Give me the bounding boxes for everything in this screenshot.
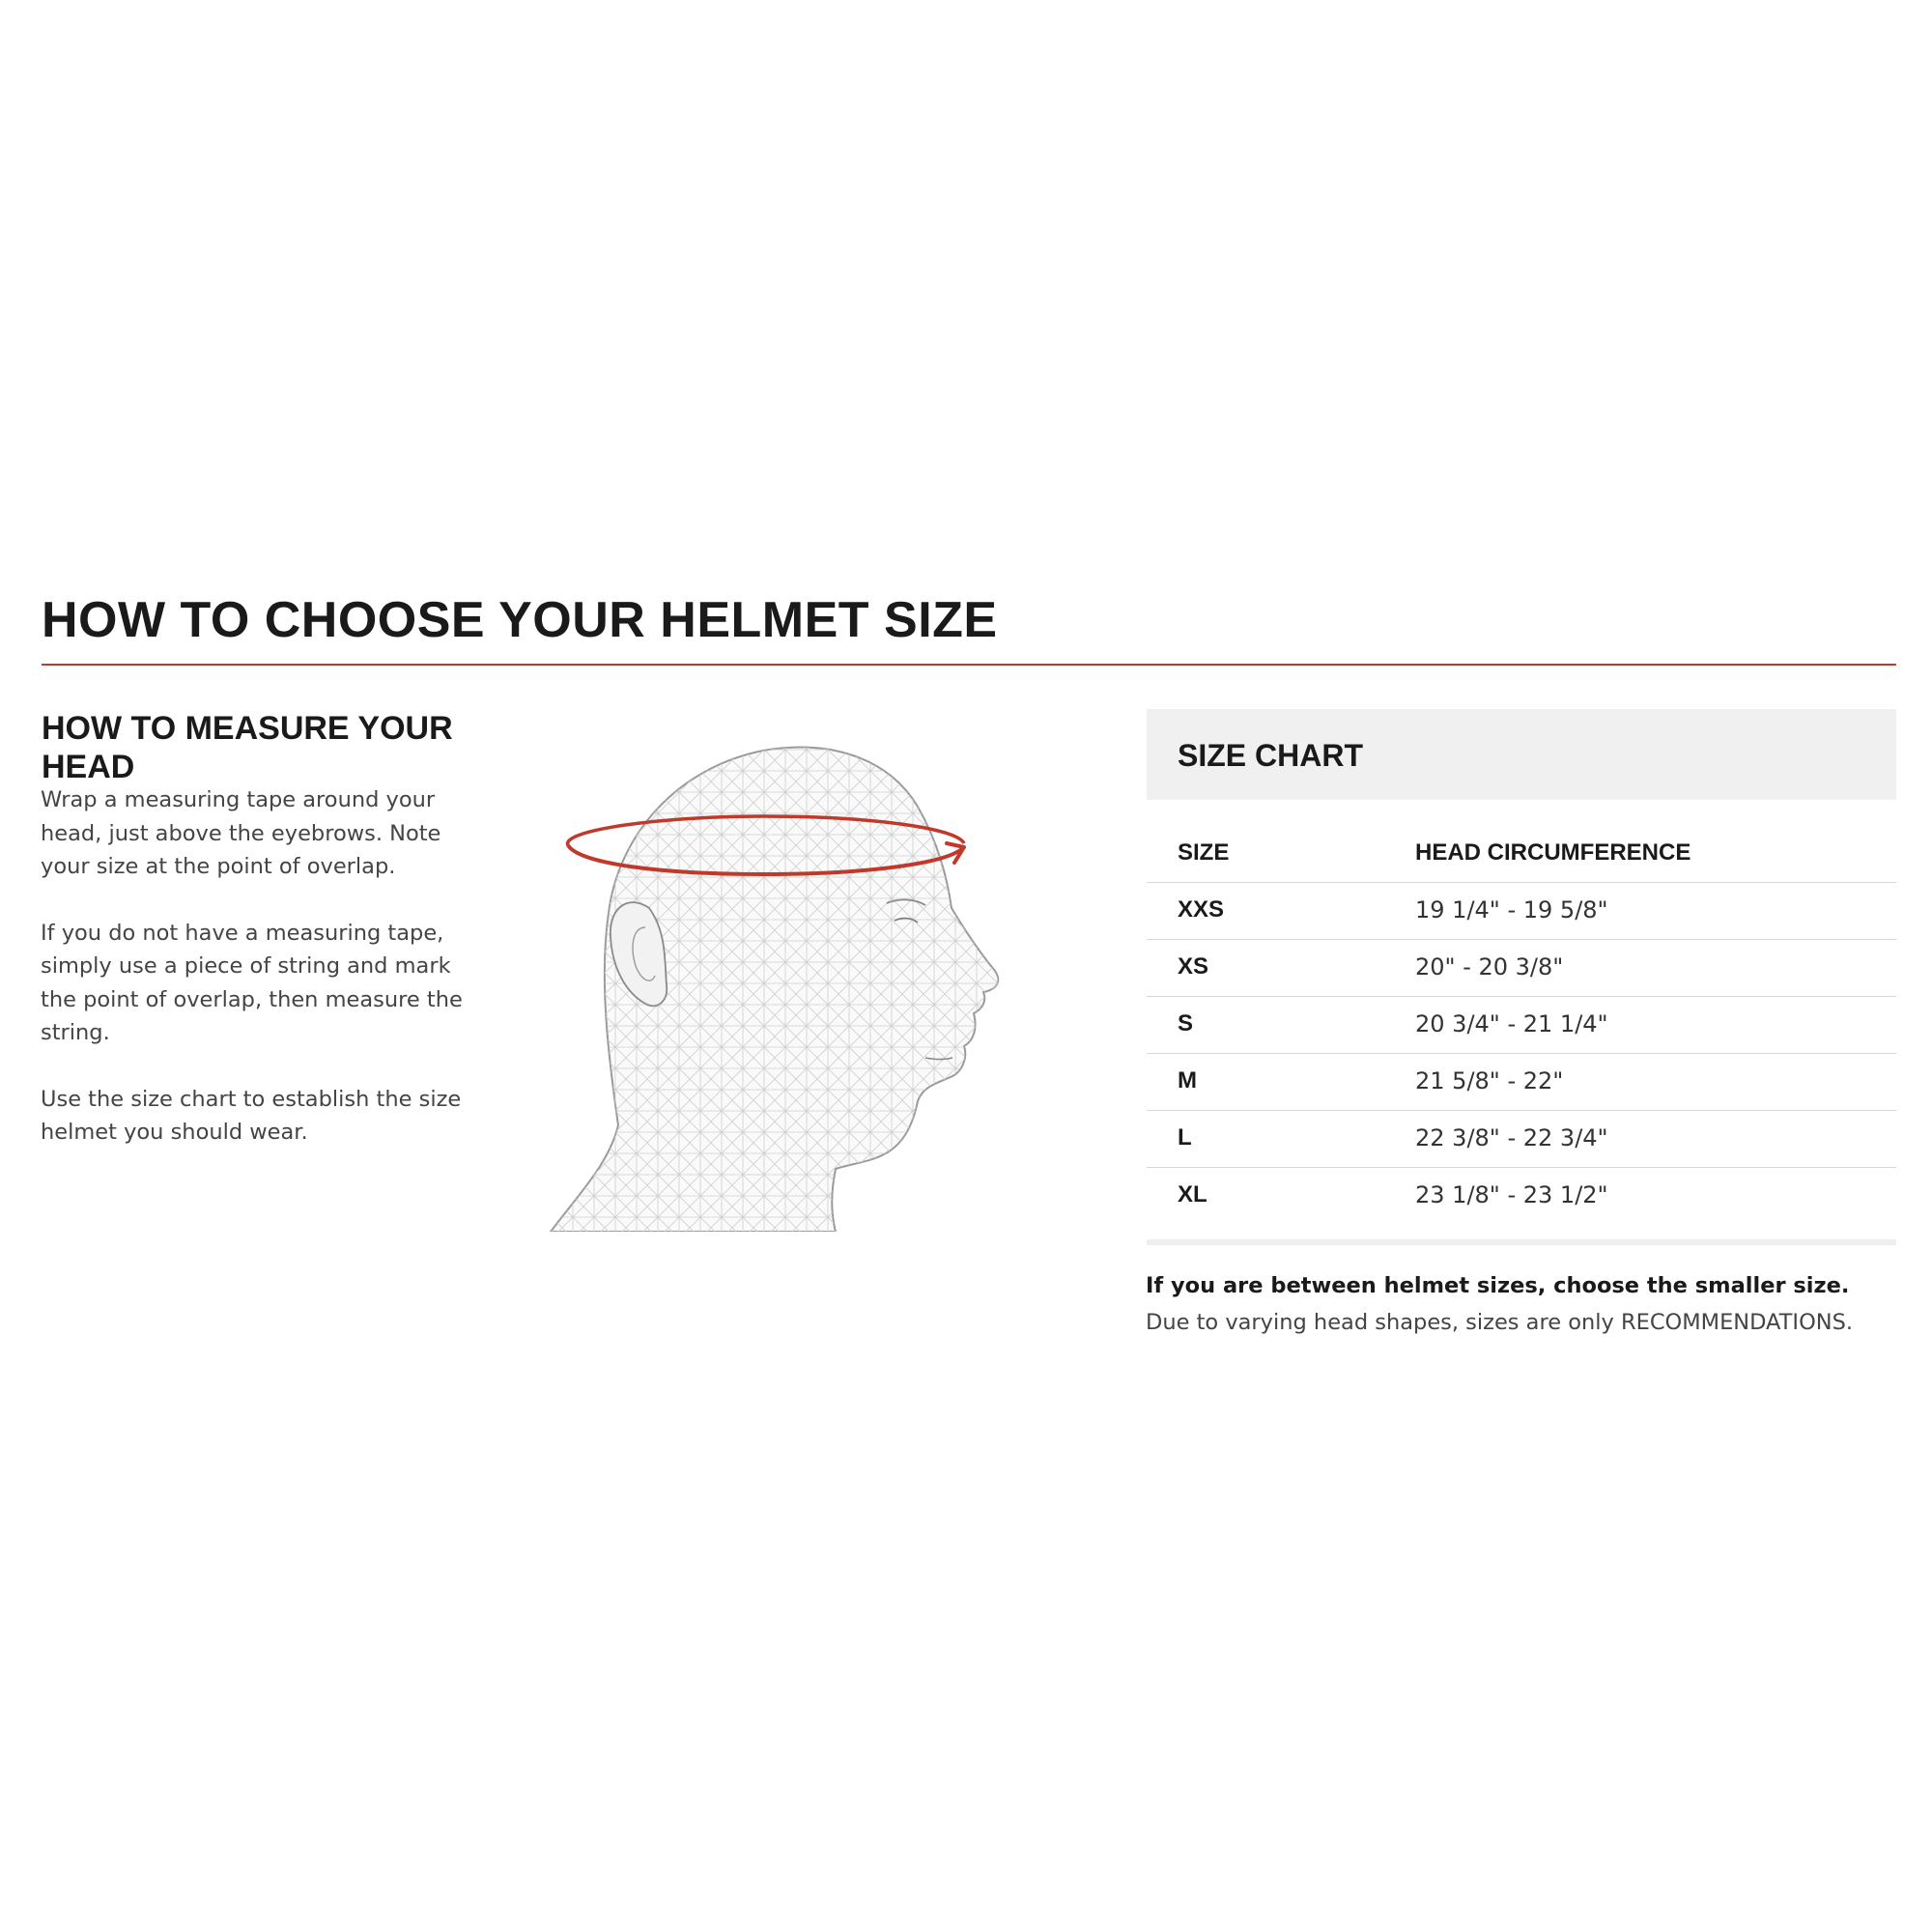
- measure-heading: HOW TO MEASURE YOUR HEAD: [42, 710, 453, 785]
- sizing-advice: If you are between helmet sizes, choose the smaller size.: [1146, 1273, 1850, 1298]
- table-row: [1147, 997, 1896, 1054]
- instruction-paragraph-3: Use the size chart to establish the size helmet you should wear.: [41, 1086, 462, 1145]
- wireframe-head-icon: [541, 739, 1043, 1232]
- circumference-cell: 19 1/4" - 19 5/8": [1415, 896, 1608, 923]
- circumference-cell: 22 3/8" - 22 3/4": [1415, 1124, 1608, 1151]
- table-bottom-divider: [1147, 1239, 1896, 1245]
- column-header-size: SIZE: [1178, 839, 1230, 866]
- table-row: [1147, 883, 1896, 940]
- table-row: [1147, 1168, 1896, 1224]
- circumference-cell: 20 3/4" - 21 1/4": [1415, 1010, 1608, 1037]
- circumference-cell: 20" - 20 3/8": [1415, 953, 1564, 980]
- size-cell: M: [1178, 1067, 1197, 1094]
- circumference-cell: 21 5/8" - 22": [1415, 1067, 1564, 1094]
- size-cell: XL: [1178, 1181, 1208, 1208]
- instruction-paragraph-2: If you do not have a measuring tape, simply use a piece of string and mark the point of overlap, then measure the string.: [41, 920, 463, 1045]
- size-chart-header: [1147, 709, 1896, 800]
- size-chart-title: SIZE CHART: [1178, 738, 1363, 773]
- circumference-cell: 23 1/8" - 23 1/2": [1415, 1181, 1608, 1208]
- size-table: [1147, 826, 1896, 1224]
- table-row: [1147, 1111, 1896, 1168]
- title-divider: [42, 664, 1896, 666]
- size-cell: XXS: [1178, 896, 1225, 923]
- instruction-paragraph-1: Wrap a measuring tape around your head, just above the eyebrows. Note your size at the point of overlap.: [41, 787, 441, 879]
- table-row: [1147, 1054, 1896, 1111]
- table-header-row: [1147, 826, 1896, 883]
- column-header-circumference: HEAD CIRCUMFERENCE: [1415, 839, 1691, 866]
- size-cell: XS: [1178, 953, 1209, 980]
- size-cell: L: [1178, 1124, 1192, 1151]
- table-row: [1147, 940, 1896, 997]
- sizing-disclaimer: Due to varying head shapes, sizes are only RECOMMENDATIONS.: [1146, 1310, 1854, 1335]
- size-cell: S: [1178, 1010, 1194, 1037]
- page-title: HOW TO CHOOSE YOUR HELMET SIZE: [42, 592, 998, 648]
- measure-instructions: [41, 783, 485, 1182]
